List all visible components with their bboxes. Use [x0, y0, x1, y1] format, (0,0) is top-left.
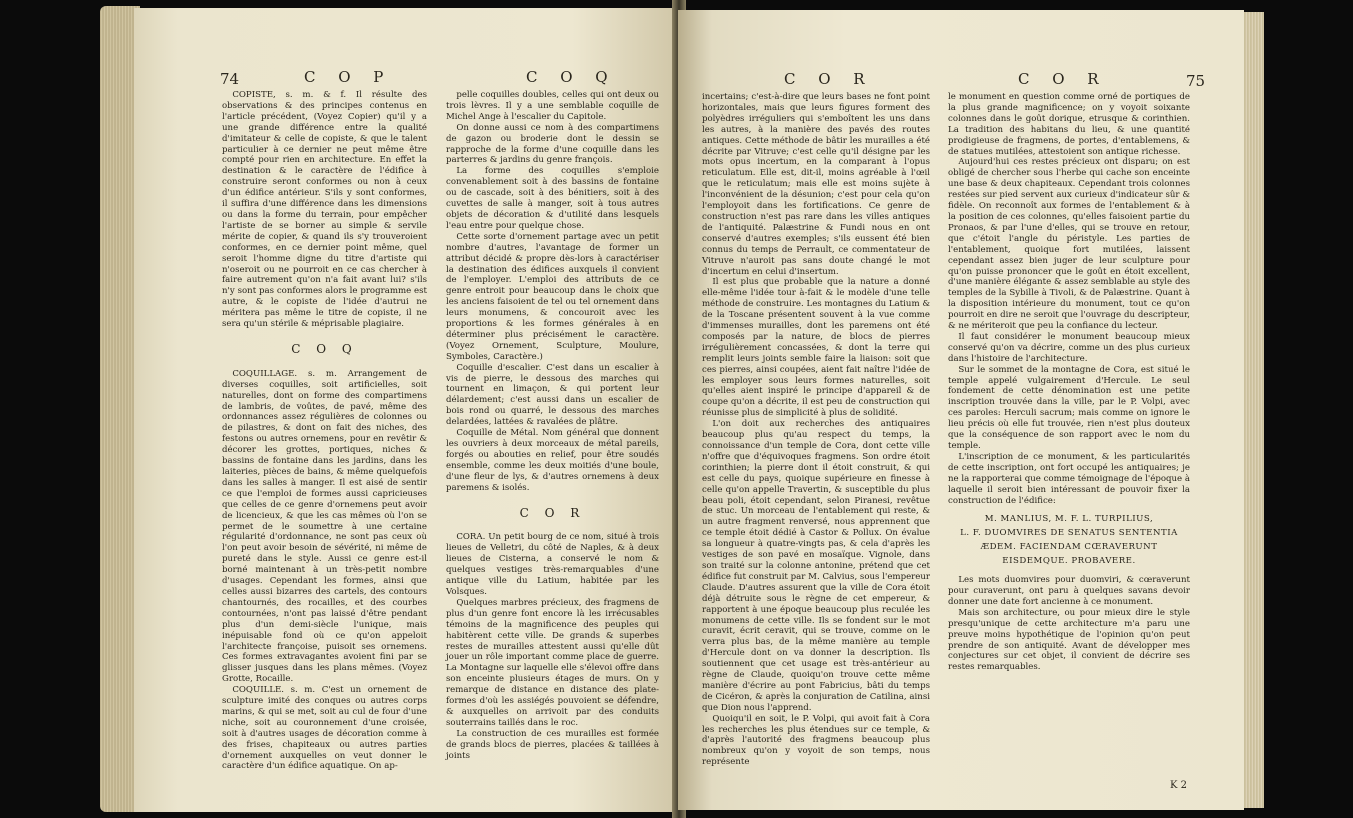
paragraph: Les mots duomvires pour duomviri, & cœraverunt pour curaverunt, ont paru à quelques savans devoir donner une date fort ancienne à ce monument.: [948, 575, 1190, 607]
paragraph: incertains; c'est-à-dire que leurs bases ne font point horizontales, mais que leurs figures forment des polyèdres irréguliers qui s'emboîtent les uns dans les autres, à la manière des pavés des routes antiques. Cette méthode de bâtir les murailles a été décrite par Vitruve; c'est celle qu'il désigne par les mots opus incertum, en la comparant à l'opus reticulatum. Elle est, dit-il, moins agréable à l'œil que le reticulatum; mais elle est moins sujète à l'inconvénient de la désunion; c'est pour cela qu'on l'employoit dans les fortifications. Ce genre de construction n'est pas rare dans les villes antiques de l'antiquité. Palæstrine & Fundi nous en ont conservé d'autres exemples; s'ils eussent été bien connus du temps de Perrault, ce commentateur de Vitruve n'auroit pas sans doute changé le mot d'incertum en celui d'insertum.: [702, 92, 930, 277]
right-page-column-1: [702, 92, 930, 768]
paragraph: La construction de ces murailles est formée de grands blocs de pierres, placées & taillées à joints: [446, 728, 659, 761]
paragraph: pelle coquilles doubles, celles qui ont deux ou trois lèvres. Il y a une semblable coquille de Michel Ange à l'escalier du Capitole.: [446, 90, 659, 122]
paragraph: Il faut considérer le monument beaucoup mieux conservé qu'on va décrire, comme un des plus curieux dans l'histoire de l'architecture.: [948, 331, 1190, 364]
paragraph: La forme des coquilles s'emploie convenablement soit à des bassins de fontaine ou de cascade, soit à des bénitiers, soit à des cuvettes de salle à manger, soit à tous autres objets de décoration & d'utilité dans lesquels l'eau entre pour quelque chose.: [446, 166, 659, 231]
page-number-right: 75: [1186, 72, 1206, 90]
entry-coquille-metal: Coquille de Métal. Nom général que donnent les ouvriers à deux morceaux de métal pareils, forgés ou abouties en relief, pour être soudés ensemble, comme les deux moitiés d'une boule, d'une fleur de lys, & d'autres ornemens à deux paremens & isolés.: [446, 428, 659, 493]
paragraph: Quoiqu'il en soit, le P. Volpi, qui avoit fait à Cora les recherches les plus étendues sur ce temple, & d'après l'autorité des fragmens beaucoup plus nombreux qu'on y voyoit de son temps, nous représente: [702, 713, 930, 768]
paragraph: Cette sorte d'ornement partage avec un petit nombre d'autres, l'avantage de former un attribut décidé & propre dès-lors à caractériser la destination des édifices auxquels il convient de l'employer. L'emploi des attributs de ce genre entroit pour beaucoup dans le choix que les anciens faisoient de tel ou tel ornement dans leurs monumens, & concouroit avec les proportions & les formes générales à en déterminer plus précisément le caractère. (Voyez Ornement, Sculpture, Moulure, Symboles, Caractère.): [446, 231, 659, 362]
right-page-column-2: [948, 92, 1190, 673]
paragraph: On donne aussi ce nom à des compartimens de gazon ou broderie dont le dessin se rapproche de la forme d'une coquille dans les parterres & jardins du genre françois.: [446, 122, 659, 166]
entry-cora: CORA. Un petit bourg de ce nom, situé à trois lieues de Velletri, du côté de Naples, & à deux lieues de Cisterna, a conservé le nom & quelques vestiges très-remarquables d'une antique ville du Latium, habitée par les Volsques.: [446, 532, 659, 597]
right-page: [678, 10, 1244, 810]
paragraph: le monument en question comme orné de portiques de la plus grande magnificence; on y voyoit soixante colonnes dans le goût dorique, etrusque & corinthien. La tradition des habitans du lieu, & une quantité prodigieuse de fragmens, de portes, d'entablemens, & de statues mutilées, attestoient son antique richesse.: [948, 92, 1190, 157]
left-page: [134, 8, 682, 812]
entry-coquillage: COQUILLAGE. s. m. Arrangement de diverses coquilles, soit artificielles, soit naturelles, dont on forme des compartimens de lambris, de voûtes, de pavé, même des ordonnances assez régulières de colonnes ou de pilastres, & dont on fait des niches, des festons ou autres ornemens, pour en revêtir & décorer les grottes, portiques, niches & bassins de fontaine dans les jardins, dans les laiteries, pièces de bains, & même quelquefois dans les salles à manger. Il est aisé de sentir ce que l'emploi de formes aussi capricieuses que celles de ce genre d'ornemens peut avoir de licencieux, & que les cas mêmes où l'on se permet de le soumettre à une certaine régularité d'ordonnance, ne sont pas ceux où l'on peut avoir besoin de sévérité, ni même de pureté dans le style. Aussi ce genre est-il borné maintenant à un très-petit nombre d'usages. Cependant les formes, ainsi que celles aussi bizarres des cartels, des contours chantournés, des rocailles, et des courbes contournées, n'ont pas laissé d'être pendant plus d'un demi-siècle l'unique, mais inépuisable fond où ce qu'on appeloit l'architecte françoise, puisoit ses ornemens. Ces formes extravagantes avoient fini par se glisser jusques dans les plans mêmes. (Voyez Grotte, Rocaille.: [222, 368, 427, 685]
inscription-line-4: EISDEMQUE. PROBAVERE.: [1002, 556, 1136, 567]
entry-coquille-escalier: Coquille d'escalier. C'est dans un escalier à vis de pierre, le dessous des marches qui tournent en limaçon, & qui portent leur délardement; c'est aussi dans un escalier de bois rond ou quarré, le dessous des marches delardées, lattées & ravalées de plâtre.: [446, 362, 659, 428]
section-heading-coq: C O Q: [291, 341, 358, 356]
running-header-left-col1: C O P: [304, 68, 393, 86]
inscription-line-1: M. MANLIUS, M. F. L. TURPILIUS,: [984, 514, 1154, 525]
entry-coquille: COQUILLE. s. m. C'est un ornement de sculpture imité des conques ou autres corps marins, & qui se met, soit au cul de four d'une niche, soit au couronnement d'une croisée, soit à d'autres usages de décoration comme à des frises, chapiteaux ou autres parties d'ornement auxquelles on veut donner le caractère d'un édifice aquatique. On ap-: [222, 685, 427, 772]
paragraph: Quelques marbres précieux, des fragmens de plus d'un genre font encore là les irrécusables témoins de la magnificence des peuples qui habitèrent cette ville. De grands & superbes restes de murailles attestent aussi qu'elle dût jouer un rôle important comme place de guerre. La Montagne sur laquelle elle s'élevoi offre dans son enceinte plusieurs étages de murs. On y remarque de distance en distance des plate-formes d'où les assiégés pouvoient se défendre, & auxquelles on arrivoit par des conduits souterrains taillés dans le roc.: [446, 597, 659, 728]
paragraph: Sur le sommet de la montagne de Cora, est situé le temple appelé vulgairement d'Hercule. Le seul fondement de cette dénomination est une petite inscription trouvée dans la ville, par le P. Volpi, avec ces paroles: Herculi sacrum; mais comme on ignore le lieu précis où elle fut trouvée, rien n'est plus douteux que la conséquence de son rapport avec le nom du temple.: [948, 364, 1190, 451]
inscription-line-2: L. F. DUOMVIRES DE SENATUS SENTENTIA: [960, 528, 1178, 539]
running-header-left-col2: C O Q: [526, 68, 617, 86]
paragraph: L'on doit aux recherches des antiquaires beaucoup plus qu'au respect du temps, la connoissance d'un temple de Cora, dont cette ville n'offre que d'équivoques fragmens. Son ordre étoit corinthien; la pierre dont il étoit construit, & qui est celle du pays, quoique supérieure en finesse à celle qu'on appelle Travertin, & susceptible du plus beau poli, étoit cependant, selon Piranesi, revêtue de stuc. Un morceau de l'entablement qui reste, & un autre fragment renversé, nous apprennent que ce temple étoit dédié à Castor & Pollux. On évalue sa longueur à quatre-vingts pas, & cela d'après les vestiges de son pavé en mosaïque. Vignole, dans son traité sur la colonne antonine, prétend que cet édifice fut construit par M. Calvius, sous l'empereur Claude. D'autres assurent que la ville de Cora étoit déjà détruite sous le règne de cet empereur, & rapportent à une époque beaucoup plus reculée les monumens de cette ville. Ils se fondent sur le mot curavit, écrit ceravit, qui se trouve, comme on le verra plus bas, de la même manière au temple d'Hercule dont on va donner la description. Ils soutiennent que cet usage est très-antérieur au règne de Claude, quoiqu'on trouve cette même manière d'écrire au pont Fabricius, bâti du temps de Cicéron, & après la conjuration de Catilina, ainsi que Dion nous l'apprend.: [702, 419, 930, 713]
entry-copiste: COPISTE, s. m. & f. Il résulte des observations & des principes contenus en l'article précédent, (Voyez Copier) qu'il y a une grande différence entre la qualité d'imitateur & celle de copiste, & que le talent particulier à ce dernier ne peut même être compté pour rien en architecture. En effet la destination & le caractère de l'édifice à construire seront conformes ou non à ceux d'un édifice antérieur. S'ils y sont conformes, il suffira d'une différence dans les dimensions ou dans la forme du terrain, pour empêcher l'artiste de se borner au simple & servile mérite de copier, & quand ils s'y trouveroient conformes, en ce dernier point même, quel seroit l'homme digne du titre d'artiste qui n'oseroit ou ne pourroit en ce cas chercher à faire autrement qu'on n'a fait avant lui? s'ils n'y sont pas conformes alors le programme est autre, & le copiste de l'idée d'autrui ne méritera pas même le titre de copiste, il ne sera qu'un stérile & méprisable plagiaire.: [222, 90, 427, 330]
left-page-column-1: [222, 90, 427, 772]
left-page-column-2: [446, 90, 659, 761]
paragraph: Aujourd'hui ces restes précieux ont disparu; on est obligé de chercher sous l'herbe qui cache son enceinte une base & deux chapiteaux. Cependant trois colonnes restées sur pied servent aux curieux d'indicateur sûr & fidèle. On reconnoît aux formes de l'entablement & à la position de ces colonnes, qu'elles faisoient partie du Pronaos, & par l'une d'elles, qui se trouve en retour, que c'étoit l'angle du péristyle. Les parties de l'entablement, quoique fort mutilées, laissent cependant assez bien juger de leur sculpture pour qu'on puisse prononcer que le goût en étoit excellent, d'une manière élégante & assez semblable au style des temples de la Sybille à Tivoli, & de Palæstrine. Quant à la disposition intérieure du monument, tout ce qu'on pourroit en dire ne seroit que l'ouvrage du descripteur, & ne mériteroit que peu la confiance du lecteur.: [948, 157, 1190, 332]
inscription-line-3: ÆDEM. FACIENDAM CŒRAVERUNT: [980, 542, 1158, 553]
paragraph: Il est plus que probable que la nature a donné elle-même l'idée tour à-fait & le modèle d'une telle méthode de construire. Les montagnes du Latium & de la Toscane présentent souvent à la vue comme d'immenses murailles, dont les paremens ont été composés par la nature, de blocs de pierres irrégulièrement concassées, & dont la terre qui remplit leurs joints semble faire la liaison: soit que ces pierres, ainsi coupées, aient fait naître l'idée de les employer sous leurs formes naturelles, soit qu'elles aient inspiré le principe d'appareil & de coupe qu'on a décrite, il est peu de construction qui réunisse plus de simplicité à plus de solidité.: [702, 277, 930, 419]
section-heading-cor: C O R: [519, 505, 586, 520]
signature-mark: K 2: [1170, 780, 1188, 791]
paragraph: Mais son architecture, ou pour mieux dire le style presqu'unique de cette architecture m'a paru une preuve moins hypothétique de l'opinion qu'on peut prendre de son antiquité. Avant de développer mes conjectures sur cet objet, il convient de décrire ses restes remarquables.: [948, 607, 1190, 673]
page-number-left: 74: [220, 70, 240, 88]
running-header-right-col2: C O R: [1018, 70, 1108, 88]
running-header-right-col1: C O R: [784, 70, 874, 88]
paragraph: L'inscription de ce monument, & les particularités de cette inscription, ont fort occupé les antiquaires; je ne la rapporterai que comme témoignage de l'époque à laquelle il seroit bien intéressant de pouvoir fixer la construction de l'édifice:: [948, 451, 1190, 506]
